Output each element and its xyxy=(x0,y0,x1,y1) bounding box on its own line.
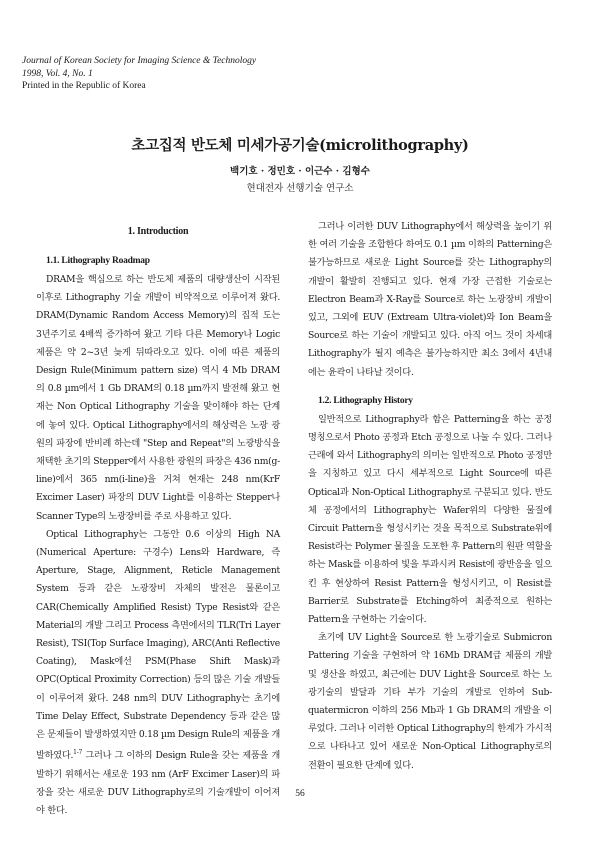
paragraph-text: 그러나 그 이하의 Design Rule을 갖는 제품을 개발하기 위해서는 새로운 193 nm (ArF Excimer Laser)의 파장을 갖는 새로운 DUV Lithography로의 기술개발이 이어져야 한다. xyxy=(36,750,280,816)
citation-superscript: 1-7 xyxy=(73,749,83,757)
page-number: 56 xyxy=(295,789,305,799)
paragraph-text: Optical Lithography는 그동안 0.6 이상의 High NA (Numerical Aperture: 구경수) Lens와 Hardware, 즉 Aperture, Stage, Alignment, Reticle Management System 등과 같은 노광장비 자체의 발전은 물론이고 CAR(Chemically Amplified Resist) Type Resist와 같은 Material의 개발 그리고 Process 측면에서의 TLR(Tri Layer Resist), TSI(Top Surface Imaging), ARC(Anti Reflective Coating), Mask에선 PSM(Phase Shift Mask)과 OPC(Optical Proximity Correction) 등의 많은 기술 개발들이 이루어져 왔다. 248 nm의 DUV Lithography는 초기에 Time Delay Effect, Substrate Dependency 등과 같은 많은 문제들이 발생하였지만 0.18 µm Design Rule의 제품을 개발하였다. xyxy=(36,528,280,762)
section-heading: 1. Introduction xyxy=(127,226,189,237)
journal-name: Journal of Korean Society for Imaging Science & Technology xyxy=(22,56,257,66)
printed-note: Printed in the Republic of Korea xyxy=(22,81,146,91)
journal-header xyxy=(22,55,402,93)
left-column xyxy=(36,218,280,820)
paragraph xyxy=(36,526,280,820)
journal-volume: 1998, Vol. 4, No. 1 xyxy=(22,68,93,79)
paragraph: DRAM을 핵심으로 하는 반도체 제품의 대량생산이 시작된 이후로 Lithography 기술 개발이 비약적으로 이루어져 왔다. DRAM(Dynamic Random Access Memory)의 집적 도는 3년주기로 4배씩 증가하여 왔고 기타 다른 Memory나 Logic 제품은 약 2~3년 늦게 뒤따라오고 있다. 이에 따른 제품의 Design Rule(Minimum pattern size) 역시 4 Mb DRAM의 0.8 µm에서 1 Gb DRAM의 0.18 µm까지 발전해 왔고 현재는 Non Optical Lithography 기술을 맞이해야 하는 단계에 놓여 있다. Optical Lithography에서의 해상력은 노광 광원의 파장에 반비례 하는데 "Step and Repeat"의 노광방식을 채택한 초기의 Stepper에서 사용한 광원의 파장은 436 nm(g-line)에서 365 nm(i-line)을 거쳐 현재는 248 nm(KrF Excimer Laser) 파장의 DUV Light를 이용하는 Stepper나 Scanner Type의 노광장비를 주로 사용하고 있다. xyxy=(36,274,280,522)
paragraph: 초기에 UV Light을 Source로 한 노광기술로 Submicron Pattering 기술을 구현하여 약 16Mb DRAM급 제품의 개발 및 생산을 하였고, 최근에는 DUV Light을 Source로 하는 노광기술의 발달과 기타 부가 기술의 개발로 인하여 Sub-quatermicron 이하의 256 Mb과 1 Gb DRAM의 개발을 이루었다. 그러나 이러한 Optical Lithography의 한계가 가시적으로 나타나고 있어 새로운 Non-Optical Lithography로의 전환이 필요한 단계에 있다. xyxy=(308,632,552,771)
paper-affiliation: 현대전자 선행기술 연구소 xyxy=(246,183,354,194)
paragraph: 일반적으로 Lithography라 함은 Patterning을 하는 공정명칭으로서 Photo 공정과 Etch 공정으로 나눌 수 있다. 그러나 근래에 와서 Lithography의 의미는 일반적으로 Photo 공정만을 지칭하고 있고 다시 세부적으로 Light Source에 따른 Optical과 Non-Optical Lithography로 구분되고 있다. 반도체 공정에서의 Lithography는 Wafer위의 다양한 물질에 Circuit Pattern을 형성시키는 것을 목적으로 Substrate위에 Resist라는 Polymer 물질을 도포한 후 Pattern의 원판 역할을 하는 Mask를 이용하여 빛을 투과시켜 Resist에 광반응을 일으킨 후 현상하여 Resist Pattern을 형성시키고, 이 Resist를 Barrier로 Substrate를 Etching하여 최종적으로 원하는 Pattern을 구현하는 기술이다. xyxy=(308,413,552,626)
spacer xyxy=(308,382,552,391)
paper-authors: 백기호 · 정민호 · 이근수 · 김형수 xyxy=(230,166,370,177)
subsection-heading: 1.2. Lithography History xyxy=(318,395,413,406)
subsection-heading: 1.1. Lithography Roadmap xyxy=(46,256,150,266)
paragraph: 그러나 이러한 DUV Lithography에서 해상력을 높이기 위한 여러 기술을 조합한다 하여도 0.1 µm 이하의 Patterning은 불가능하므로 새로운 Light Source를 갖는 Lithography의 개발이 활발히 진행되고 있다. 현재 가장 근접한 기술로는 Electron Beam과 X-Ray를 Source로 하는 노광장비 개발이 있고, 그외에 EUV (Extream Ultra-violet)와 Ion Beam을 Source로 하는 기술이 개발되고 있다. 아직 어느 것이 차세대 Lithography가 될지 예측은 불가능하지만 최소 3에서 4년내에는 윤곽이 나타날 것이다. xyxy=(308,221,552,378)
right-column xyxy=(308,218,552,775)
paper-title: 초고집적 반도체 미세가공기술(microlithography) xyxy=(131,137,469,154)
